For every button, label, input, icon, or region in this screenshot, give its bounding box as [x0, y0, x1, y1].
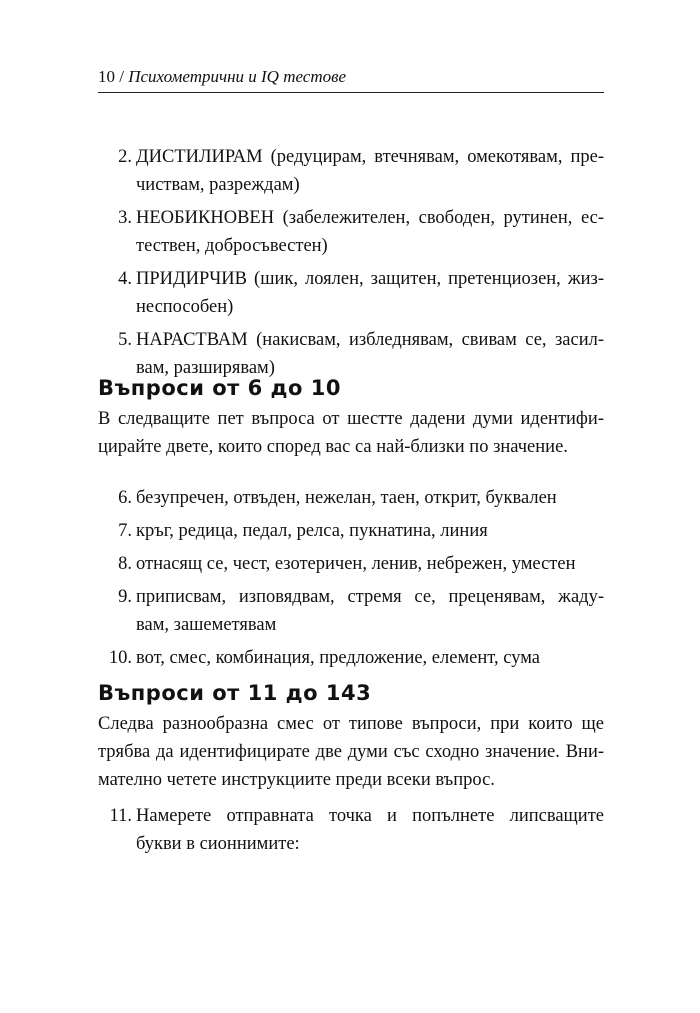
list-item [98, 517, 604, 545]
list-item [98, 484, 604, 512]
item-number: 5. [118, 330, 132, 350]
section-heading: Въпроси от 6 до 10 [98, 376, 341, 400]
item-line: Намерете отправната точка и попълнете липсващите [136, 806, 604, 826]
item-line: НАРАСТВАМ (накисвам, избледнявам, свивам се, засил- [136, 330, 604, 350]
item-number: 10. [108, 648, 132, 668]
item-number: 2. [118, 147, 132, 167]
item-line: отнасящ се, чест, езотеричен, ленив, небрежен, уместен [136, 554, 576, 574]
intro-line: Следва разнообразна смес от типове въпроси, при които ще [98, 714, 604, 734]
synonym-list-a [98, 143, 604, 387]
item-line: неспособен) [136, 297, 234, 317]
intro-line: трябва да идентифицирате две думи със сходно значение. Вни- [98, 742, 604, 762]
question-list-c [98, 802, 604, 863]
list-item [98, 204, 604, 260]
section-intro [98, 405, 604, 461]
list-item [98, 802, 604, 858]
item-line: безупречен, отвъден, нежелан, таен, открит, буквален [136, 488, 557, 508]
intro-line: цирайте двете, които според вас са най-близки по значение. [98, 437, 568, 457]
item-line: кръг, редица, педал, релса, пукнатина, линия [136, 521, 488, 541]
running-header [98, 66, 604, 93]
list-item [98, 583, 604, 639]
list-item [98, 143, 604, 199]
page-number: 10 [98, 67, 115, 86]
item-number: 11. [109, 806, 132, 826]
item-number: 7. [118, 521, 132, 541]
item-line: ПРИДИРЧИВ (шик, лоялен, защитен, претенциозен, жиз- [136, 269, 604, 289]
section-heading: Въпроси от 11 до 143 [98, 681, 372, 705]
item-line: чиствам, разреждам) [136, 175, 300, 195]
header-separator: / [115, 67, 129, 86]
intro-line: В следващите пет въпроса от шестте дадени думи идентифи- [98, 409, 604, 429]
list-item [98, 326, 604, 382]
item-line: вот, смес, комбинация, предложение, елемент, сума [136, 648, 540, 668]
item-line: НЕОБИКНОВЕН (забележителен, свободен, рутинен, ес- [136, 208, 604, 228]
running-title: Психометрични и IQ тестове [128, 67, 347, 86]
list-item [98, 265, 604, 321]
item-number: 8. [118, 554, 132, 574]
list-item [98, 644, 604, 672]
item-number: 9. [118, 587, 132, 607]
item-line: тествен, добросъвестен) [136, 236, 328, 256]
item-line: приписвам, изповядвам, стремя се, преценявам, жаду- [136, 587, 604, 607]
section-intro [98, 710, 604, 794]
item-line: букви в сионнимите: [136, 834, 300, 854]
item-line: вам, разширявам) [136, 358, 275, 378]
item-number: 4. [118, 269, 132, 289]
item-number: 6. [118, 488, 132, 508]
synonym-list-b [98, 484, 604, 677]
item-line: ДИСТИЛИРАМ (редуцирам, втечнявам, омекотявам, пре- [136, 147, 604, 167]
list-item [98, 550, 604, 578]
item-number: 3. [118, 208, 132, 228]
item-line: вам, зашеметявам [136, 615, 277, 635]
intro-line: мателно четете инструкциите преди всеки въпрос. [98, 770, 495, 790]
